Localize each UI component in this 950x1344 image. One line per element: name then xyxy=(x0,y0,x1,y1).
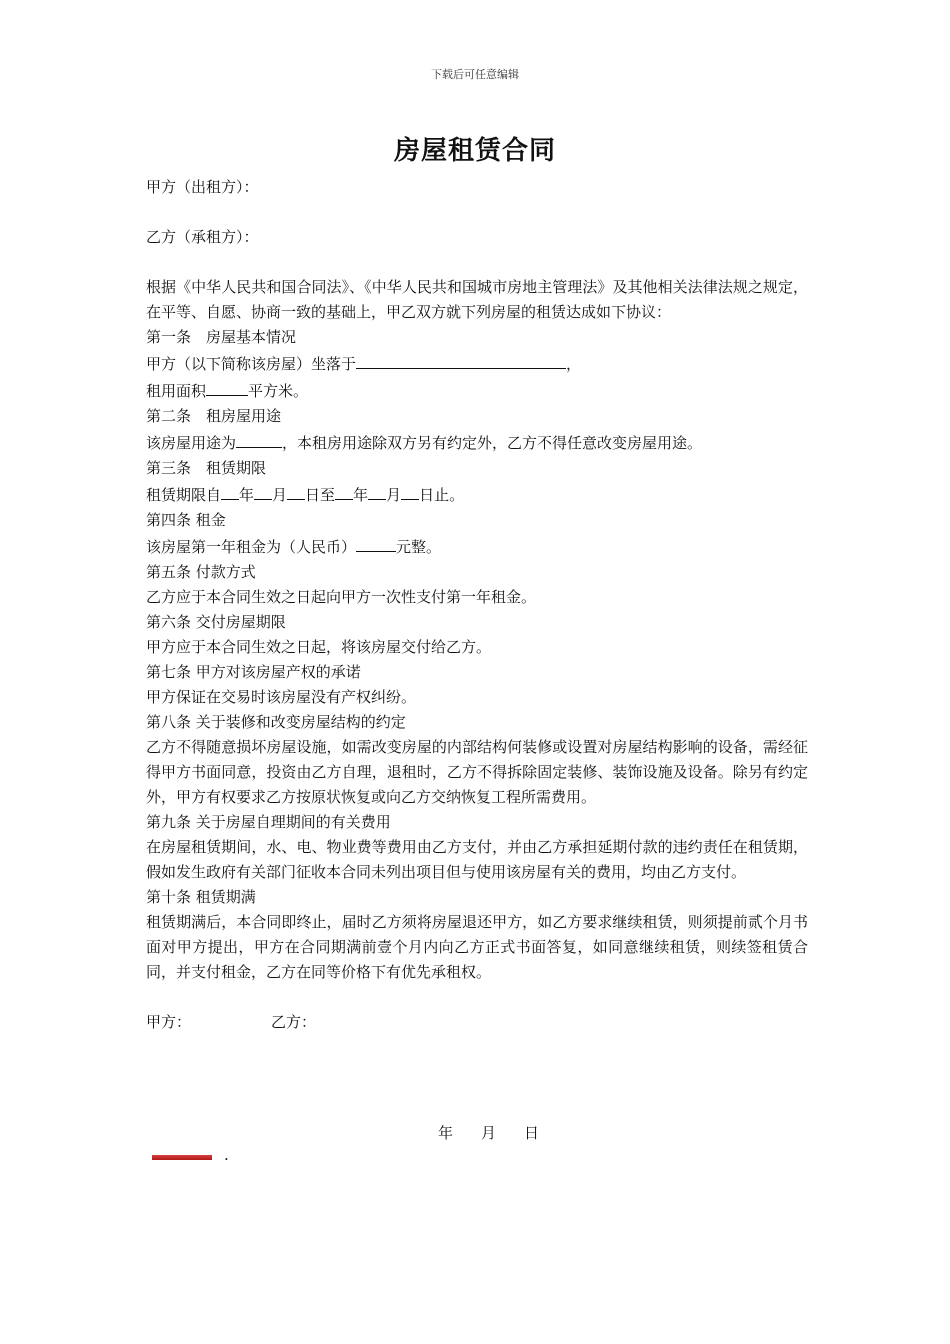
red-mark-bar xyxy=(152,1155,212,1160)
article-10-heading: 第十条 租赁期满 xyxy=(146,888,256,906)
preamble: 根据《中华人民共和国合同法》、《中华人民共和国城市房地主管理法》及其他相关法律法规之规定，在平等、自愿、协商一致的基础上，甲乙双方就下列房屋的租赁达成如下协议： xyxy=(146,278,808,321)
trailing-mark: . xyxy=(224,1146,229,1164)
document-title: 房屋租赁合同 xyxy=(393,136,556,166)
start-month-blank xyxy=(254,481,272,500)
article-1-location-line: 甲方（以下简称该房屋）坐落于 ， xyxy=(146,350,808,377)
page-header: 下载后可任意编辑 xyxy=(431,68,519,81)
rent-blank xyxy=(356,533,396,552)
start-day-blank xyxy=(287,481,305,500)
date-year: 年 xyxy=(438,1124,454,1142)
article-4-text: 该房屋第一年租金为（人民币） 元整。 xyxy=(146,533,808,560)
article-5-heading: 第五条 付款方式 xyxy=(146,563,256,581)
article-1-heading: 第一条 房屋基本情况 xyxy=(146,328,297,346)
article-3-heading: 第三条 租赁期限 xyxy=(146,459,267,477)
signature-party-a: 甲方： xyxy=(146,1013,192,1031)
contract-body xyxy=(146,175,808,1035)
signature-party-b: 乙方： xyxy=(271,1013,317,1031)
party-b-label: 乙方（承租方）： xyxy=(146,228,259,246)
end-day-blank xyxy=(401,481,419,500)
article-6-heading: 第六条 交付房屋期限 xyxy=(146,613,286,631)
location-blank xyxy=(356,350,566,369)
article-3-text: 租赁期限自 年 月 日至 年 月 日止。 xyxy=(146,481,808,508)
article-10-text: 租赁期满后，本合同即终止，届时乙方须将房屋退还甲方，如乙方要求继续租赁，则须提前贰个月书面对甲方提出，甲方在合同期满前壹个月内向乙方正式书面答复，如同意继续租赁，则续签租赁合同，并支付租金，乙方在同等价格下有优先承租权。 xyxy=(146,913,808,981)
article-1-area-line: 租用面积 平方米。 xyxy=(146,377,808,404)
article-8-heading: 第八条 关于装修和改变房屋结构的约定 xyxy=(146,713,406,731)
article-7-heading: 第七条 甲方对该房屋产权的承诺 xyxy=(146,663,361,681)
article-5-text: 乙方应于本合同生效之日起向甲方一次性支付第一年租金。 xyxy=(146,588,537,606)
date-month: 月 xyxy=(481,1124,497,1142)
date-day: 日 xyxy=(524,1124,540,1142)
article-2-heading: 第二条 租房屋用途 xyxy=(146,407,282,425)
article-7-text: 甲方保证在交易时该房屋没有产权纠纷。 xyxy=(146,688,417,706)
article-2-text: 该房屋用途为 ，本租房用途除双方另有约定外，乙方不得任意改变房屋用途。 xyxy=(146,429,808,456)
start-year-blank xyxy=(221,481,239,500)
article-8-text: 乙方不得随意损坏房屋设施，如需改变房屋的内部结构何装修或设置对房屋结构影响的设备，需经征得甲方书面同意，投资由乙方自理，退租时，乙方不得拆除固定装修、装饰设施及设备。除另有约定外，甲方有权要求乙方按原状恢复或向乙方交纳恢复工程所需费用。 xyxy=(146,738,808,806)
article-9-text: 在房屋租赁期间，水、电、物业费等费用由乙方支付，并由乙方承担延期付款的违约责任在租赁期，假如发生政府有关部门征收本合同未列出项目但与使用该房屋有关的费用，均由乙方支付。 xyxy=(146,838,808,881)
area-blank xyxy=(206,377,248,396)
end-month-blank xyxy=(368,481,386,500)
article-9-heading: 第九条 关于房屋自理期间的有关费用 xyxy=(146,813,391,831)
usage-blank xyxy=(236,429,282,448)
article-6-text: 甲方应于本合同生效之日起，将该房屋交付给乙方。 xyxy=(146,638,492,656)
end-year-blank xyxy=(335,481,353,500)
party-a-label: 甲方（出租方）： xyxy=(146,178,259,196)
article-4-heading: 第四条 租金 xyxy=(146,511,226,529)
signature-line xyxy=(146,1010,808,1035)
signing-date xyxy=(438,1122,567,1143)
